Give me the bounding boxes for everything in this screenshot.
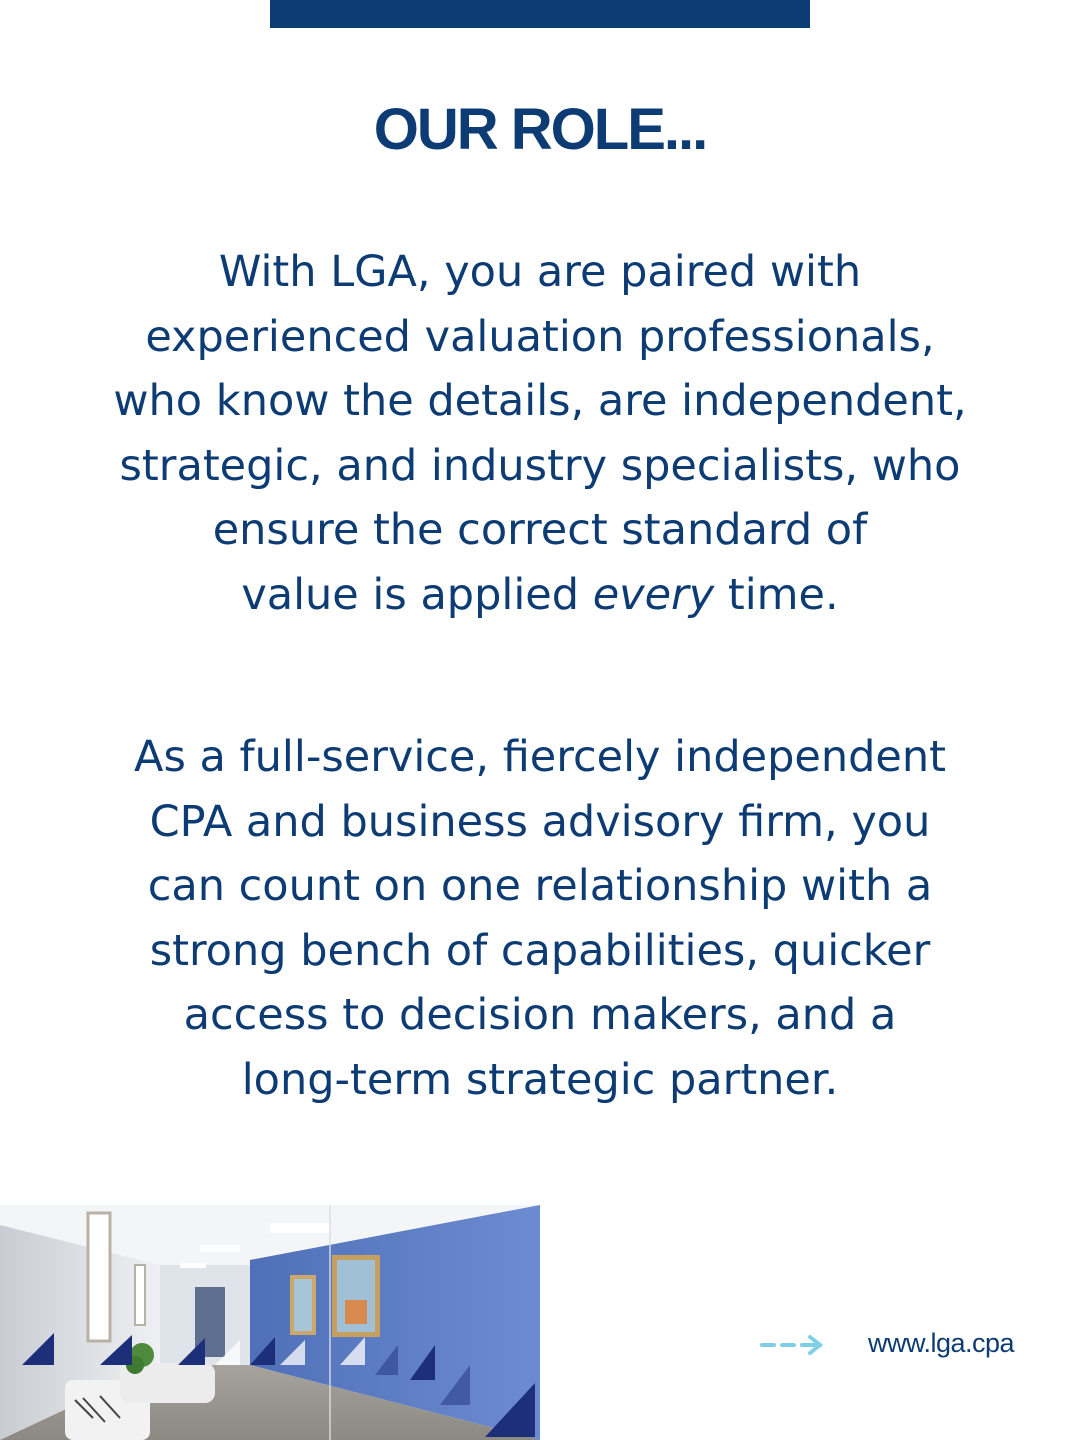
dashed-arrow-right-icon	[760, 1334, 824, 1356]
services-paragraph	[60, 725, 1020, 1112]
intro-emphasis: every	[592, 569, 715, 620]
intro-last-line-end: time.	[714, 569, 839, 620]
services-line: CPA and business advisory firm, you	[149, 796, 931, 847]
services-line: can count on one relationship with a	[147, 861, 933, 911]
page-title: OUR ROLE...	[373, 97, 707, 162]
office-hallway-photo	[0, 1205, 540, 1440]
services-line: strong bench of capabilities, quicker	[149, 925, 931, 976]
top-accent-bar	[270, 0, 810, 28]
intro-line: strategic, and industry specialists, who	[119, 440, 961, 491]
intro-line: experienced valuation professionals,	[145, 311, 935, 362]
intro-last-line	[60, 563, 1020, 628]
intro-paragraph	[60, 240, 1020, 627]
website-link[interactable]: www.lga.cpa	[868, 1328, 1015, 1358]
intro-line: ensure the correct standard of	[212, 505, 868, 555]
services-line: long-term strategic partner.	[241, 1054, 839, 1105]
intro-last-line-start: value is applied	[241, 569, 593, 620]
intro-line: who know the details, are independent,	[113, 376, 967, 426]
intro-line: With LGA, you are paired with	[218, 247, 862, 297]
services-line: access to decision makers, and a	[183, 990, 897, 1040]
services-line: As a full-service, fiercely independent	[134, 732, 946, 782]
